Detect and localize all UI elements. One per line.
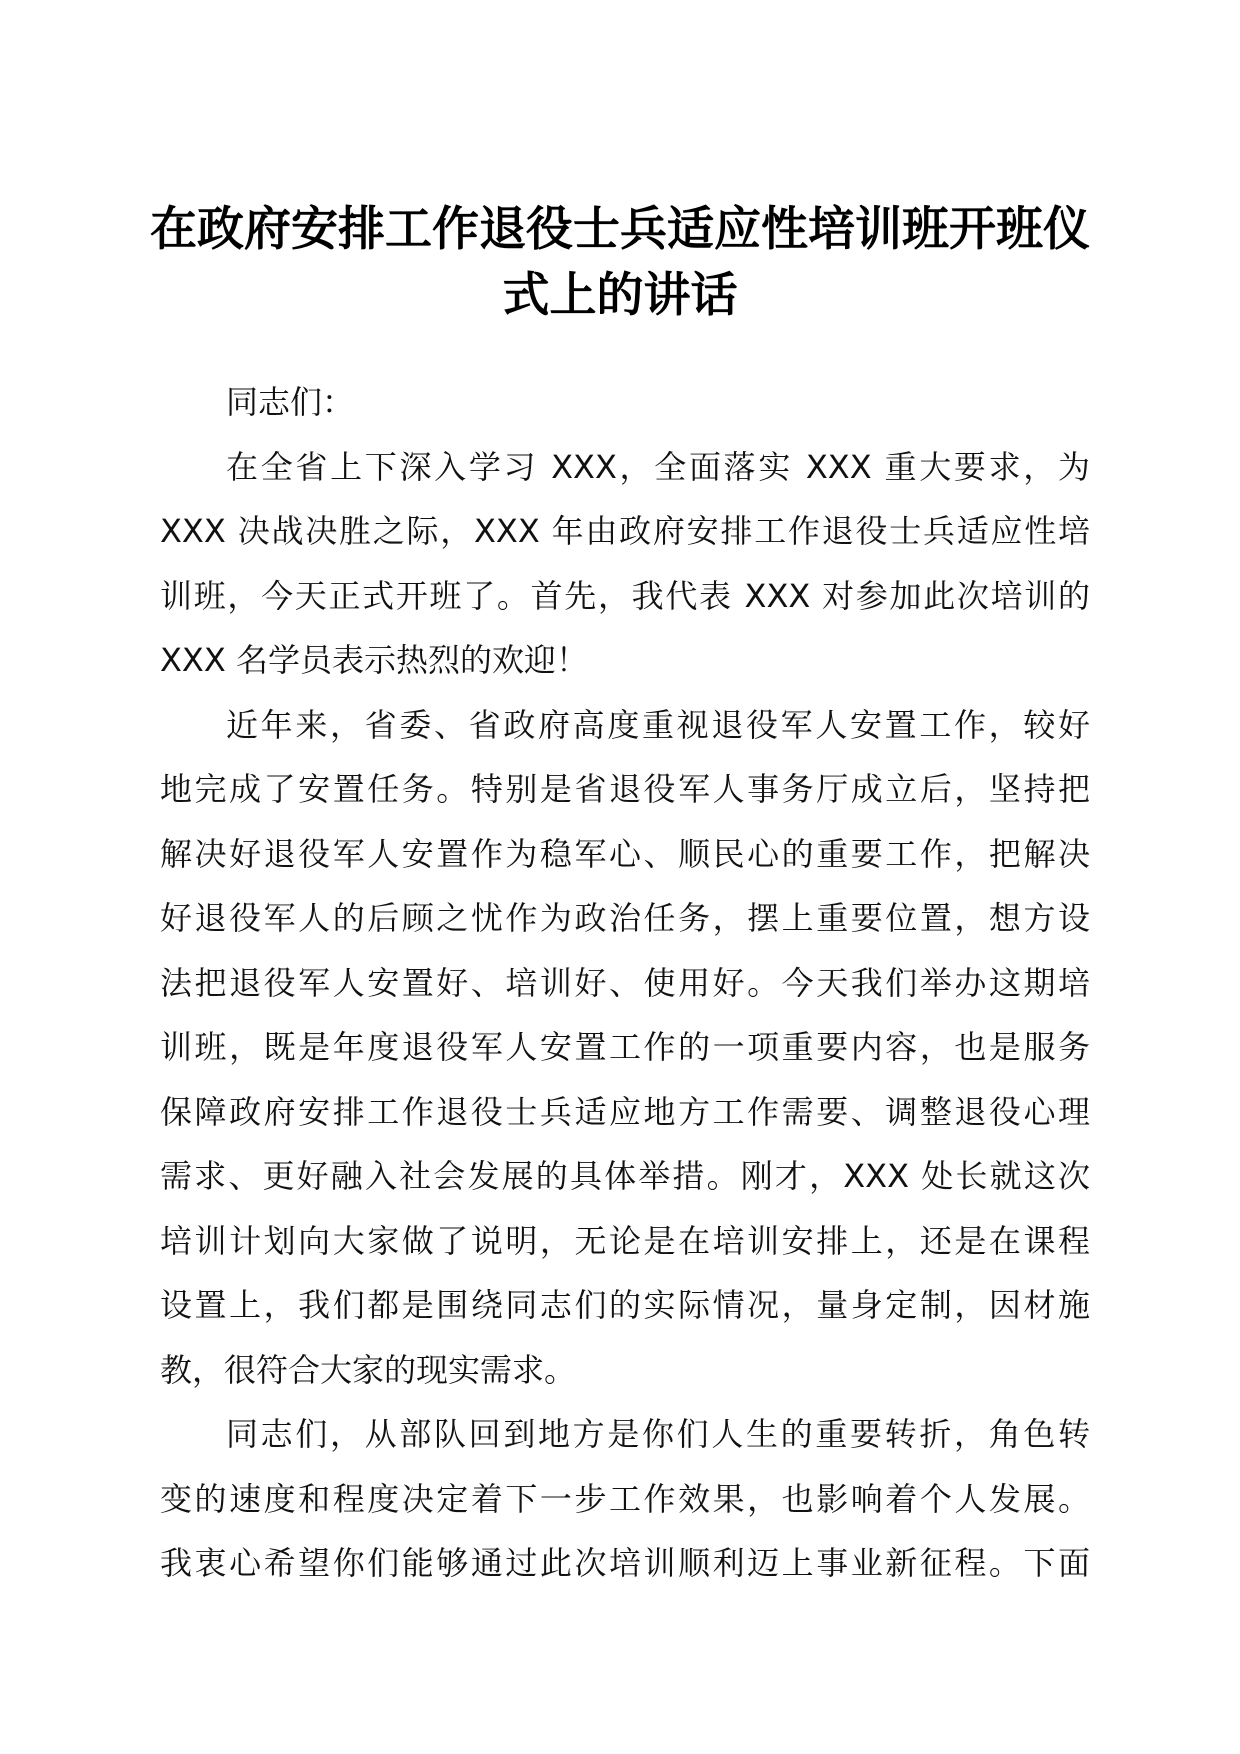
- paragraph-line: 设置上，我们都是围绕同志们的实际情况，量身定制，因材施: [160, 1286, 1090, 1324]
- paragraph-line: 同志们，从部队回到地方是你们人生的重要转折，角色转: [226, 1415, 1090, 1453]
- paragraph-line: 培训计划向大家做了说明，无论是在培训安排上，还是在课程: [160, 1221, 1090, 1260]
- paragraph-hopes: [160, 1402, 1090, 1596]
- paragraph-line: 解决好退役军人安置作为稳军心、顺民心的重要工作，把解决: [160, 834, 1090, 873]
- paragraph-line: XXX 名学员表示热烈的欢迎！: [160, 641, 588, 679]
- paragraph-line: 变的速度和程度决定着下一步工作效果，也影响着个人发展。: [160, 1479, 1090, 1518]
- paragraph-line: 近年来，省委、省政府高度重视退役军人安置工作，较好: [226, 705, 1090, 744]
- paragraph-line: 我衷心希望你们能够通过此次培训顺利迈上事业新征程。下面: [160, 1544, 1090, 1582]
- paragraph-salutation: [160, 370, 1090, 435]
- paragraph-line: 在全省上下深入学习 XXX，全面落实 XXX 重大要求，为: [226, 447, 1090, 486]
- paragraph-line: 保障政府安排工作退役士兵适应地方工作需要、调整退役心理: [160, 1092, 1090, 1131]
- paragraph-line: 教，很符合大家的现实需求。: [160, 1350, 577, 1389]
- paragraph-line: 法把退役军人安置好、培训好、使用好。今天我们举办这期培: [160, 963, 1090, 1002]
- paragraph-line: 地完成了安置任务。特别是省退役军人事务厅成立后，坚持把: [160, 770, 1090, 808]
- paragraph-opening: [160, 435, 1090, 693]
- paragraph-line: 训班，今天正式开班了。首先，我代表 XXX 对参加此次培训的: [160, 576, 1090, 615]
- paragraph-line: 同志们：: [226, 383, 355, 421]
- paragraph-line: 需求、更好融入社会发展的具体举措。刚才，XXX 处长就这次: [160, 1157, 1090, 1195]
- paragraph-line: 好退役军人的后顾之忧作为政治任务，摆上重要位置，想方设: [160, 899, 1090, 937]
- paragraph-line: 训班，既是年度退役军人安置工作的一项重要内容，也是服务: [160, 1028, 1090, 1066]
- document-body: [160, 370, 1090, 1596]
- paragraph-line: XXX 决战决胜之际，XXX 年由政府安排工作退役士兵适应性培: [160, 512, 1090, 550]
- title-line-2: 式上的讲话: [502, 268, 738, 323]
- paragraph-background: [160, 693, 1090, 1403]
- document-title: [150, 197, 1090, 329]
- title-line-1: 在政府安排工作退役士兵适应性培训班开班仪: [150, 202, 1090, 257]
